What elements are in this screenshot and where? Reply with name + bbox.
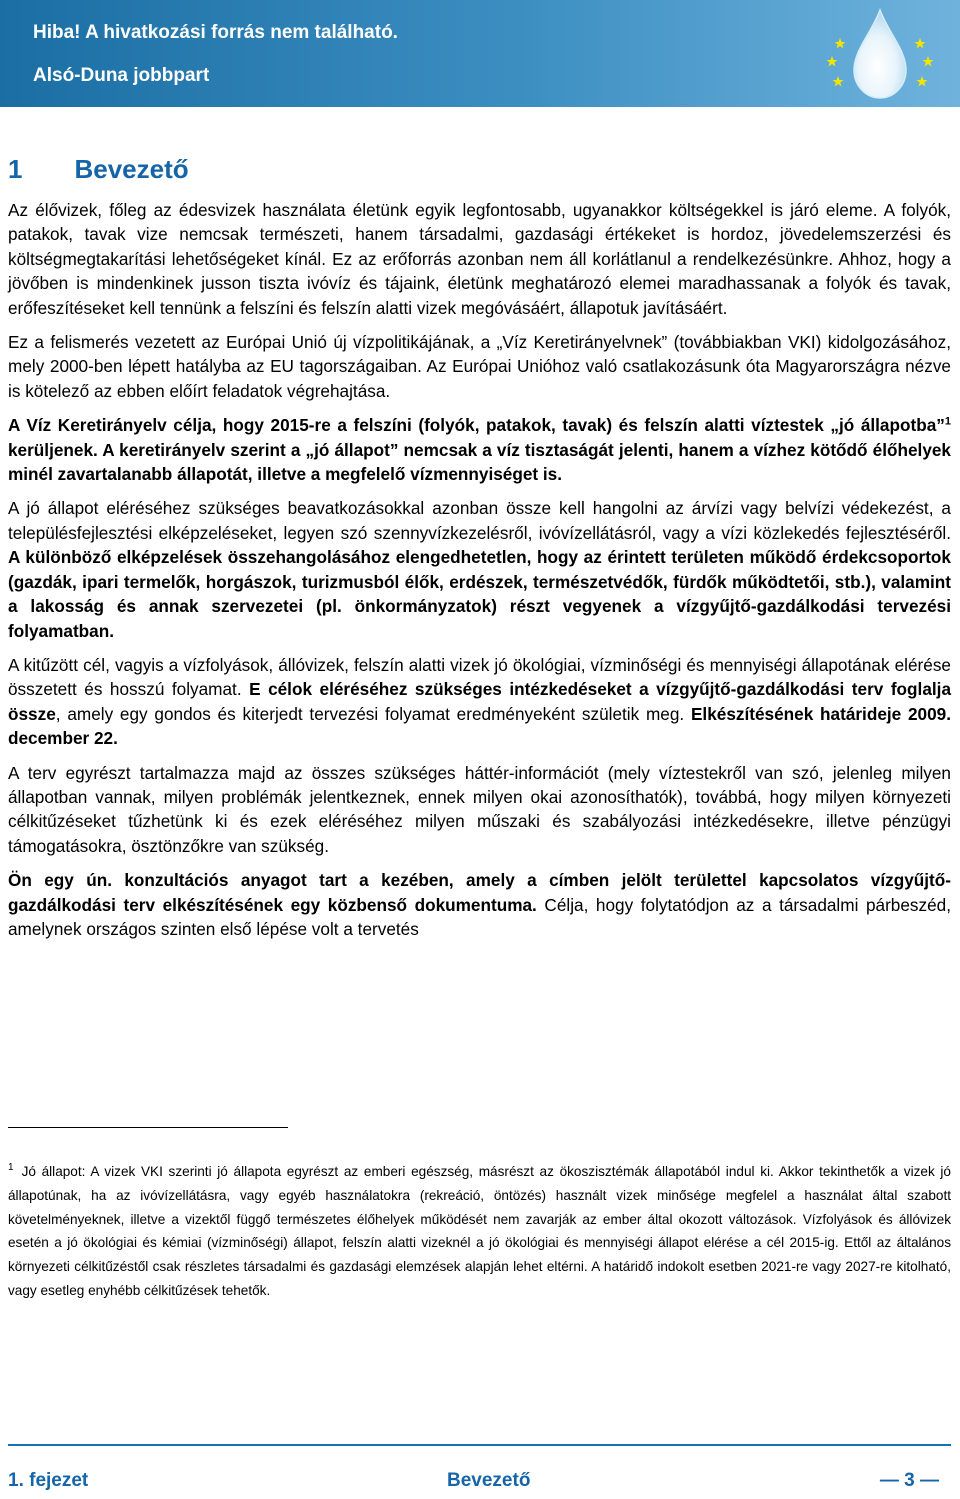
paragraph-3-text-a: A Víz Keretirányelv célja, hogy 2015-re a felszíni (folyók, patakok, tavak) és felszín alatti víztestek „jó állapotba” <box>8 415 945 436</box>
paragraph-6 <box>8 761 951 859</box>
paragraph-1 <box>8 198 951 320</box>
footer-divider <box>8 1444 951 1446</box>
footnote-text: Jó állapot: A vizek VKI szerinti jó állapota egyrészt az emberi egészség, másrészt az ökoszisztémák állapotából indul ki. Akkor tekinthetők a vizek jó állapotúnak, ha az ivóvízellátásra, vagy egyéb használatokra (rekreáció, öntözés) használt vizek minősége megfelel a használat által szabott követelményeknek, illetve a vizektől függő természetes élőhelyek működését nem zavarják az ember által okozott változások. Vízfolyások és állóvizek esetén a jó ökológiai és kémiai (vízminőségi) állapot, felszín alatti vizeknél a jó ökológiai és mennyiségi állapot elérése a cél 2015-ig. Ettől az általános környezeti célkitűzéstől csak részletes társadalmi és gazdasági elemzések alapján lehet eltérni. A határidő indokolt esetben 2021-re vagy 2027-re kitolható, vagy esetleg enyhébb célkitűzések tehetők. <box>8 1164 951 1298</box>
page-footer <box>8 1470 951 1494</box>
paragraph-7-text-a: Ön egy ún. konzultációs anyagot tart a kezében, amely a címben jelölt területtel kapcsolatos vízgyűjtő-gazdálkodási terv elkészítésének egy közbenső dokumentuma. <box>8 870 951 915</box>
paragraph-2-text: Ez a felismerés vezetett az Európai Unió új vízpolitikájának, a „Víz Keretirányelvnek” (továbbiakban VKI) kidolgozásához, mely 2000-ben lépett hatályba az EU tagországaiban. Az Európai Unióhoz való csatlakozásunk óta Magyarországra nézve is kötelező az ebben előírt feladatok végrehajtása. <box>8 332 951 401</box>
paragraph-3 <box>8 413 951 486</box>
section-title: Bevezető <box>74 154 189 184</box>
page-header <box>0 0 960 107</box>
paragraph-1-text: Az élővizek, főleg az édesvizek használata életünk egyik legfontosabb, ugyanakkor költségekkel is járó eleme. A folyók, patakok, tavak vize nemcsak természeti, hanem társadalmi, gazdasági értékeket is hordoz, jövedelemszerzési és költségmegtakarítási lehetőségeket kínál. Ez az erőforrás azonban nem áll korlátlanul a rendelkezésünkre. Ahhoz, hogy a jövőben is mindenkinek jusson tiszta ivóvíz és tájaink, életünk meghatározó elemei maradhassanak a folyók és tavak, erőfeszítéseket kell tennünk a felszíni és felszín alatti vizek megóvásáért, állapotuk javításáért. <box>8 200 951 318</box>
header-region: Alsó-Duna jobbpart <box>33 65 210 86</box>
paragraph-5-text-d: Elkészítésének határideje 2009. december 22. <box>8 703 952 749</box>
paragraph-5-text-a: A kitűzött cél, vagyis a vízfolyások, állóvizek, felszín alatti vizek jó ökológiai, vízminőségi és mennyiségi állapotának elérése összetett és hosszú folyamat. <box>8 654 951 700</box>
paragraph-4-text-b: A különböző elképzelések összehangolásához elengedhetetlen, hogy az érintett területen működő érdekcsoportok (gazdák, ipari termelők, horgászok, turizmusból élők, erdészek, természetvédők, fürdők működtetői, stb.), valamint a lakosság és annak szervezetei (pl. önkormányzatok) részt vegyenek a vízgyűjtő-gazdálkodási tervezési folyamatban. <box>8 547 951 641</box>
paragraph-7 <box>8 868 951 941</box>
paragraph-5-text-c: , amely egy gondos és kiterjedt tervezési folyamat eredményeként születik meg. <box>55 703 691 724</box>
footnote-separator <box>8 1127 288 1128</box>
water-drop-logo-icon <box>810 4 950 104</box>
paragraph-6-text: A terv egyrészt tartalmazza majd az összes szükséges háttér-információt (mely víztestekről van szó, jelenleg milyen állapotban vannak, milyen problémák jelentkeznek, ennek milyen okai azonosíthatók), továbbá, hogy milyen környezeti célkitűzéseket tűzhetünk ki és ezek eléréséhez milyen műszaki és szabályozási intézkedésekre, illetve pénzügyi támogatásokra, ösztönzőkre van szükség. <box>8 762 951 856</box>
body-text <box>8 198 951 951</box>
paragraph-5-text-b: E célok eléréséhez szükséges intézkedéseket a vízgyűjtő-gazdálkodási terv foglalja össze <box>8 679 951 724</box>
footnote <box>8 1160 951 1303</box>
paragraph-4-text-a: A jó állapot eléréséhez szükséges beavatkozásokkal azonban össze kell hangolni az árvízi vagy belvízi védekezést, a településfejlesztési elképzeléseket, legyen szó szennyvízkezelésről, ivóvízellátásról, vagy a vízi közlekedés fejlesztéséről. <box>8 498 951 543</box>
footnote-ref[interactable]: 1 <box>944 415 951 428</box>
paragraph-7-text-b: Célja, hogy folytatódjon az a társadalmi párbeszéd, amelynek országos szinten első lépése volt a tervetés <box>8 894 951 939</box>
section-heading <box>8 154 189 185</box>
footer-page-number: — 3 — <box>879 1470 939 1491</box>
footnote-marker: 1 <box>8 1162 14 1173</box>
paragraph-2 <box>8 330 951 403</box>
footer-chapter: 1. fejezet <box>8 1470 89 1491</box>
footer-title: Bevezető <box>447 1470 531 1491</box>
section-number: 1 <box>8 154 23 184</box>
paragraph-5 <box>8 653 951 751</box>
header-error-text: Hiba! A hivatkozási forrás nem található. <box>33 22 398 43</box>
paragraph-3-text-b: kerüljenek. A keretirányelv szerint a „jó állapot” nemcsak a víz tisztaságát jelenti, hanem a vízhez kötődő élőhelyek minél zavartalanabb állapotát, illetve a megfelelő vízmennyiséget is. <box>8 439 951 485</box>
paragraph-4 <box>8 496 951 642</box>
